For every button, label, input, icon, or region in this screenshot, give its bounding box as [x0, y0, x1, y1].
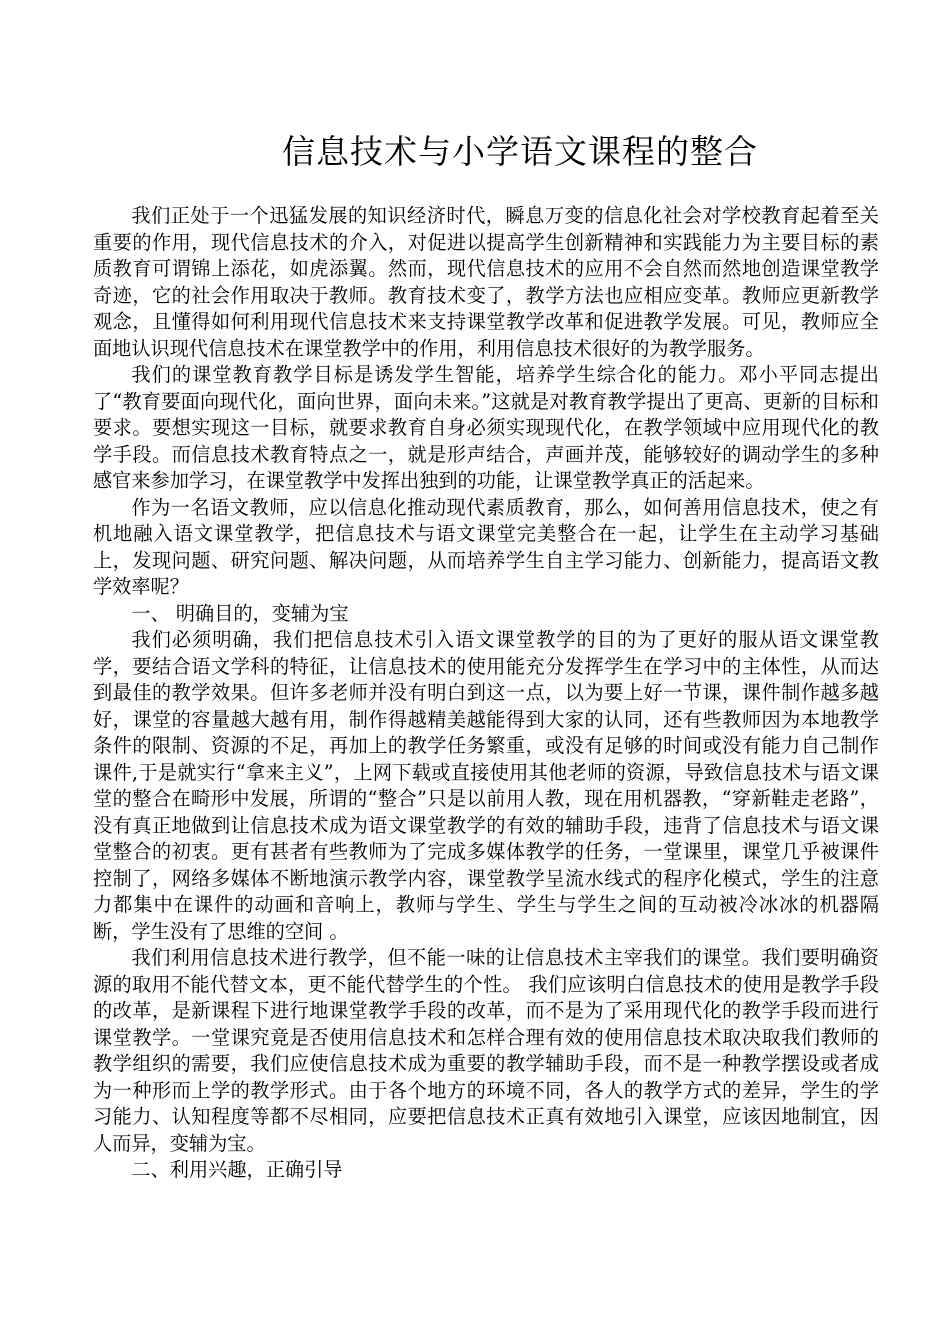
section-heading-2: 二、利用兴趣，正确引导: [131, 1158, 343, 1181]
paragraph-goals: 我们的课堂教育教学目标是诱发学生智能，培养学生综合化的能力。邓小平同志提出了“教育要面向现代化，面向世界，面向未来。”这就是对教育教学提出了更高、更新的目标和要求。要想实现这一目标，就要求教育自身必须实现现代化，在教学领域中应用现代化的教学手段。而信息技术教育特点之一，就是形声结合，声画并茂，能够较好的调动学生的多种感官来参加学习，在课堂教学中发挥出独到的功能，让课堂教学真正的活起来。: [93, 363, 879, 492]
paragraph-intro: 我们正处于一个迅猛发展的知识经济时代，瞬息万变的信息化社会对学校教育起着至关重要的作用，现代信息技术的介入，对促进以提高学生创新精神和实践能力为主要目标的素质教育可谓锦上添花，如虎添翼。然而，现代信息技术的应用不会自然而然地创造课堂教学奇迹，它的社会作用取决于教师。教育技术变了，教学方法也应相应变革。教师应更新教学观念，且懂得如何利用现代信息技术来支持课堂教学改革和促进教学发展。可见，教师应全面地认识现代信息技术在课堂教学中的作用，利用信息技术很好的为教学服务。: [93, 204, 879, 360]
document-body: [93, 203, 879, 1184]
section-heading-1: 一、 明确目的，变辅为宝: [131, 601, 349, 625]
paragraph-section-1-a: 我们必须明确，我们把信息技术引入语文课堂教学的目的为了更好的服从语文课堂教学，要结合语文学科的特征，让信息技术的使用能充分发挥学生在学习中的主体性，从而达到最佳的教学效果。但许多老师并没有明白到这一点，以为要上好一节课，课件制作越多越好，课堂的容量越大越有用，制作得越精美越能得到大家的认同，还有些教师因为本地教学条件的限制、资源的不足，再加上的教学任务繁重，或没有足够的时间或没有能力自己制作课件,于是就实行“拿来主义”，上网下载或直接使用其他老师的资源，导致信息技术与语文课堂的整合在畸形中发展，所谓的“整合”只是以前用人教，现在用机器教，“穿新鞋走老路”，没有真正地做到让信息技术成为语文课堂教学的有效的辅助手段，违背了信息技术与语文课堂整合的初衷。更有甚者有些教师为了完成多媒体教学的任务，一堂课里，课堂几乎被课件控制了，网络多媒体不断地演示教学内容，课堂教学呈流水线式的程序化模式，学生的注意力都集中在课件的动画和音响上，教师与学生、学生与学生之间的互动被冷冰冰的机器隔断，学生没有了思维的空间 。: [93, 628, 879, 943]
document-title: 信息技术与小学语文课程的整合: [282, 132, 758, 171]
paragraph-question: 作为一名语文教师，应以信息化推动现代素质教育，那么，如何善用信息技术，使之有机地融入语文课堂教学，把信息技术与语文课堂完美整合在一起，让学生在主动学习基础上，发现问题、研究问题、解决问题，从而培养学生自主学习能力、创新能力，提高语文教学效率呢？: [93, 495, 879, 598]
paragraph-section-1-b: 我们利用信息技术进行教学，但不能一味的让信息技术主宰我们的课堂。我们要明确资源的取用不能代替文本，更不能代替学生的个性。 我们应该明白信息技术的使用是教学手段的改革，是新课程下进行地课堂教学手段的改革，而不是为了采用现代化的教学手段而进行课堂教学。一堂课究竟是否使用信息技术和怎样合理有效的使用信息技术取决取我们教师的教学组织的需要，我们应使信息技术成为重要的教学辅助手段，而不是一种教学摆设或者成为一种形而上学的教学形式。由于各个地方的环境不同，各人的教学方式的差异，学生的学习能力、认知程度等都不尽相同，应要把信息技术正真有效地引入课堂，应该因地制宜，因人而异，变辅为宝。: [93, 946, 879, 1155]
